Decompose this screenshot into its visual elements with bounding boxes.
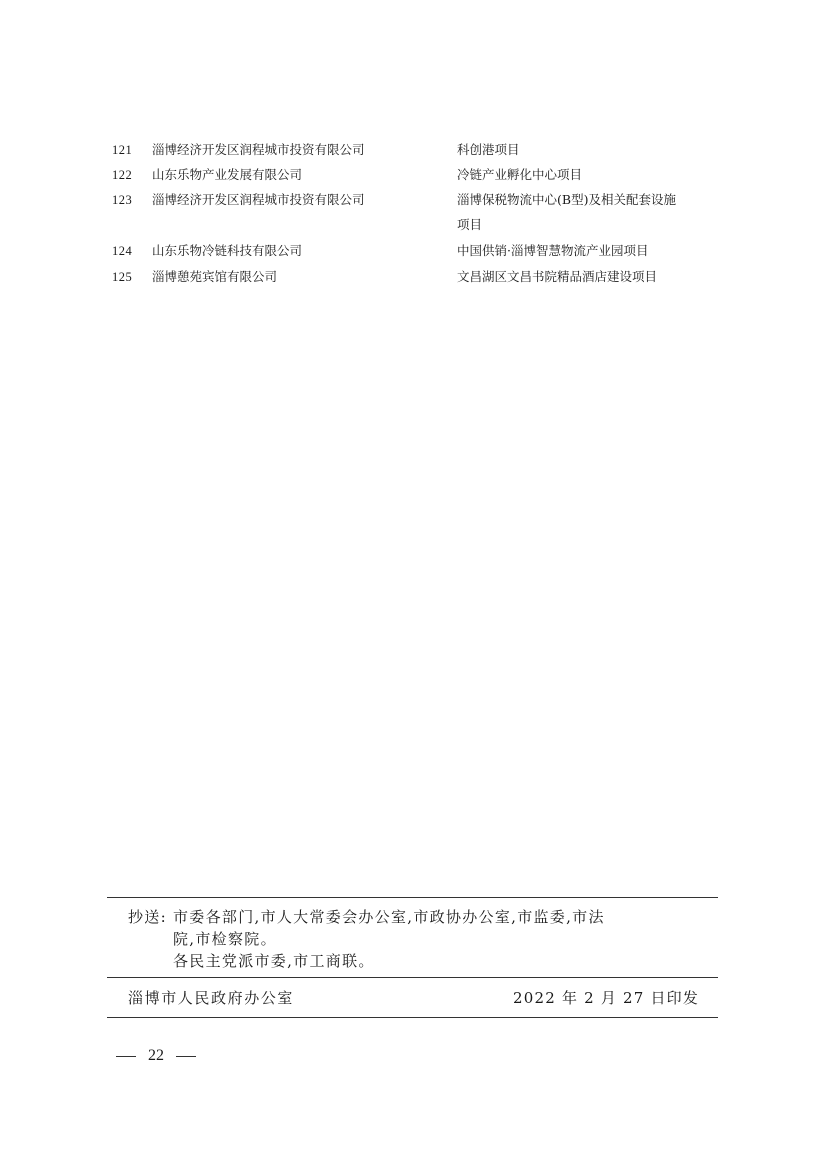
project-line: 淄博保税物流中心(B型)及相关配套设施 [457,192,676,207]
project-line: 文昌湖区文昌书院精品酒店建设项目 [457,269,658,284]
company-name: 淄博经济开发区润程城市投资有限公司 [152,192,365,207]
cc-line: 各民主党派市委,市工商联。 [173,952,375,970]
page-number [116,1046,196,1065]
cc-label: 抄送: [128,908,167,926]
footer-bottom-rule [107,1017,718,1018]
row-number: 121 [112,143,133,157]
page-dash-left [116,1056,136,1057]
cc-line: 市委各部门,市人大常委会办公室,市政协办公室,市监委,市法 [173,908,605,926]
page-number-value: 22 [148,1047,164,1064]
project-name [457,141,725,166]
company-name: 淄博经济开发区润程城市投资有限公司 [152,142,365,157]
row-number: 124 [112,244,133,258]
footer-top-rule [107,897,718,898]
project-line: 中国供销·淄博智慧物流产业园项目 [457,243,649,258]
project-line: 冷链产业孵化中心项目 [457,167,583,182]
company-name: 山东乐物冷链科技有限公司 [152,243,303,258]
row-number: 123 [112,193,133,207]
company-name: 淄博憩苑宾馆有限公司 [152,269,278,284]
project-name [457,242,725,267]
page-dash-right [176,1056,196,1057]
issuing-office: 淄博市人民政府办公室 [128,989,295,1007]
row-number: 125 [112,270,133,284]
row-number: 122 [112,168,133,182]
project-line: 项目 [457,217,483,232]
project-line: 科创港项目 [457,142,520,157]
project-name [457,268,725,293]
issue-date: 2022 年 2 月 27 日印发 [513,989,700,1007]
project-name [457,166,725,191]
cc-line: 院,市检察院。 [173,930,277,948]
project-name [457,191,725,241]
cc-recipients [173,906,725,972]
company-name: 山东乐物产业发展有限公司 [152,167,303,182]
footer-middle-rule [107,977,718,978]
